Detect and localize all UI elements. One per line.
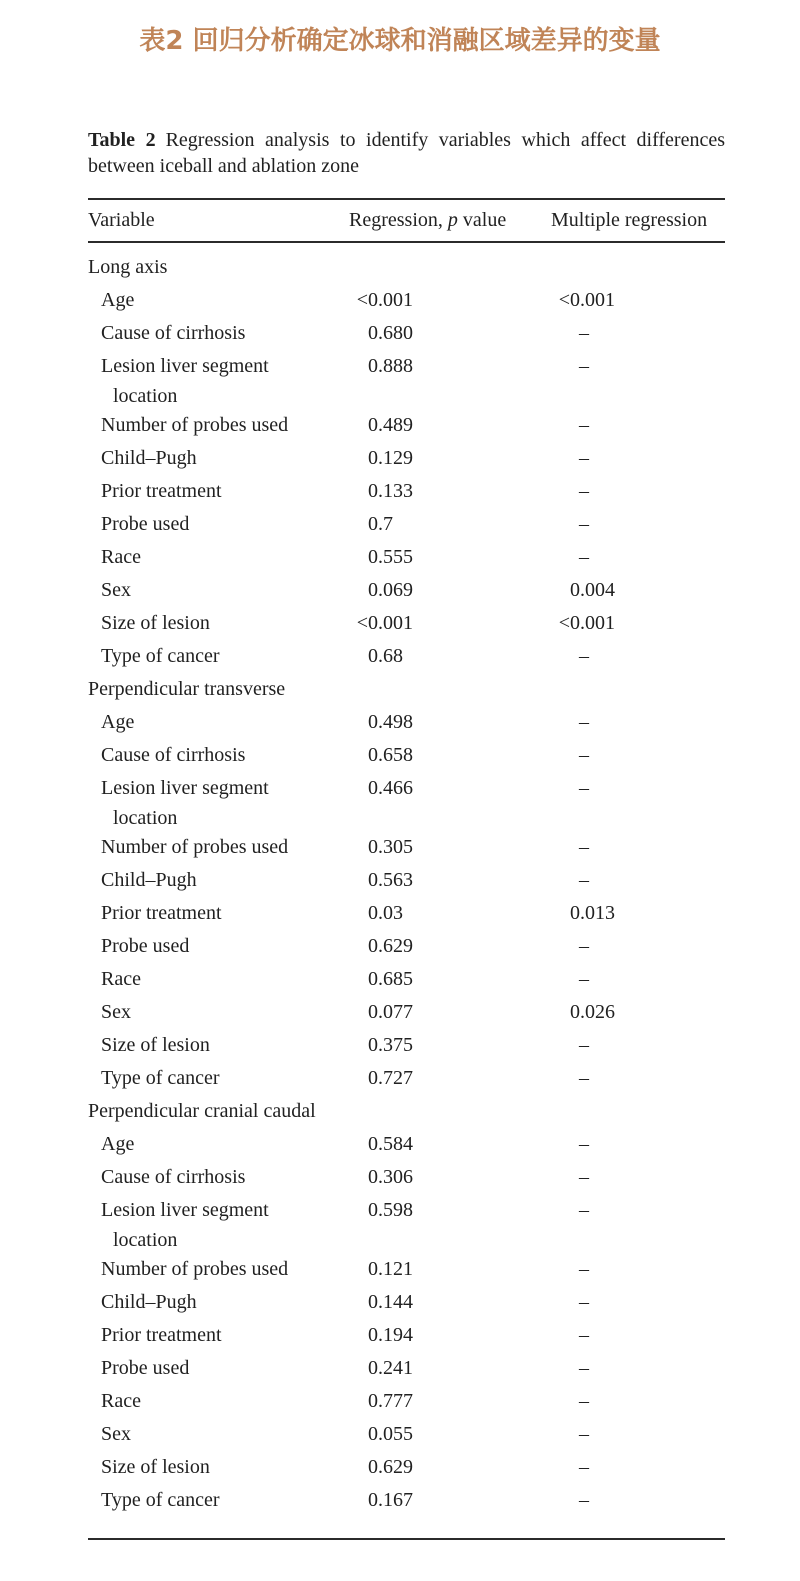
table-row <box>88 706 725 739</box>
variable-label: Sex <box>101 1001 131 1023</box>
multiple-regression-cell <box>551 831 725 864</box>
less-than-sign: < <box>558 289 570 311</box>
multiple-regression-cell <box>551 963 725 996</box>
value-text: 0.888 <box>368 355 413 377</box>
regression-pvalue-cell <box>349 1484 551 1517</box>
regression-pvalue-cell <box>349 1451 551 1484</box>
multiple-regression-cell <box>551 1319 725 1352</box>
regression-pvalue-cell <box>349 706 551 739</box>
variable-cell <box>88 1128 349 1161</box>
value-text: – <box>579 1034 589 1056</box>
variable-cell <box>88 574 349 607</box>
value-text: – <box>579 869 589 891</box>
variable-label: Race <box>101 546 141 568</box>
table-row <box>88 1128 725 1161</box>
variable-cell <box>88 541 349 574</box>
regression-pvalue-cell <box>349 963 551 996</box>
variable-label: Lesion liver segment <box>101 1199 269 1221</box>
multiple-regression-cell <box>551 772 725 831</box>
regression-pvalue-cell <box>349 350 551 409</box>
regression-pvalue-cell <box>349 508 551 541</box>
table-row <box>88 1418 725 1451</box>
variable-cell <box>88 607 349 640</box>
regression-pvalue-cell <box>349 317 551 350</box>
value-text: 0.375 <box>368 1034 413 1056</box>
less-than-sign: < <box>558 612 570 634</box>
variable-label-wrap: location <box>113 807 178 829</box>
value-text: – <box>579 480 589 502</box>
variable-cell <box>88 1352 349 1385</box>
variable-cell <box>88 772 349 831</box>
value-text: 0.680 <box>368 322 413 344</box>
section-header-row <box>88 673 725 706</box>
regression-pvalue-cell <box>349 607 551 640</box>
multiple-regression-cell <box>551 1286 725 1319</box>
value-text: – <box>579 935 589 957</box>
variable-cell <box>88 897 349 930</box>
variable-cell <box>88 963 349 996</box>
regression-pvalue-cell <box>349 541 551 574</box>
value-text: 0.685 <box>368 968 413 990</box>
variable-cell <box>88 284 349 317</box>
regression-pvalue-cell <box>349 1418 551 1451</box>
table-row <box>88 831 725 864</box>
table-row <box>88 1062 725 1095</box>
variable-label: Child–Pugh <box>101 869 197 891</box>
table-row <box>88 640 725 673</box>
table-body <box>88 243 725 1538</box>
value-text: – <box>579 1133 589 1155</box>
page-title: 表2 回归分析确定冰球和消融区域差异的变量 <box>139 26 661 56</box>
value-text: 0.658 <box>368 744 413 766</box>
value-text: 0.03 <box>368 902 403 924</box>
variable-label: Size of lesion <box>101 1034 210 1056</box>
variable-label: Number of probes used <box>101 414 289 436</box>
value-text: 0.563 <box>368 869 413 891</box>
variable-cell <box>88 409 349 442</box>
value-text: 0.069 <box>368 579 413 601</box>
multiple-regression-cell <box>551 1062 725 1095</box>
table-row <box>88 864 725 897</box>
value-text: < 0.001 <box>368 607 413 640</box>
regression-header-p-italic: p <box>447 208 458 231</box>
table-row <box>88 1029 725 1062</box>
value-text: – <box>579 1291 589 1313</box>
table-row <box>88 1161 725 1194</box>
value-text: – <box>579 1489 589 1511</box>
table-row <box>88 1484 725 1517</box>
multiple-regression-cell <box>551 541 725 574</box>
variable-label: Lesion liver segment <box>101 777 269 799</box>
multiple-regression-cell <box>551 1385 725 1418</box>
table-row <box>88 442 725 475</box>
regression-pvalue-cell <box>349 897 551 930</box>
multiple-regression-cell <box>551 574 725 607</box>
value-text: 0.004 <box>570 579 615 601</box>
variable-cell <box>88 317 349 350</box>
multiple-regression-cell <box>551 350 725 409</box>
multiple-regression-cell <box>551 1418 725 1451</box>
value-text: – <box>579 711 589 733</box>
regression-pvalue-cell <box>349 1253 551 1286</box>
multiple-regression-cell <box>551 1484 725 1517</box>
variable-cell <box>88 1385 349 1418</box>
variable-label: Prior treatment <box>101 902 222 924</box>
value-text: 0.7 <box>368 513 393 535</box>
table-row <box>88 1286 725 1319</box>
value-text: 0.241 <box>368 1357 413 1379</box>
variable-cell <box>88 1194 349 1253</box>
column-header-variable: Variable <box>88 208 155 231</box>
regression-pvalue-cell <box>349 1128 551 1161</box>
multiple-regression-cell <box>551 284 725 317</box>
variable-label: Size of lesion <box>101 612 210 634</box>
variable-label: Race <box>101 968 141 990</box>
value-text: 0.129 <box>368 447 413 469</box>
variable-cell <box>88 739 349 772</box>
variable-label: Prior treatment <box>101 1324 222 1346</box>
value-text: – <box>579 744 589 766</box>
table-caption <box>88 127 725 179</box>
table-row <box>88 996 725 1029</box>
regression-pvalue-cell <box>349 475 551 508</box>
value-text: 0.194 <box>368 1324 413 1346</box>
variable-label-wrap: location <box>113 385 178 407</box>
value-text: – <box>579 1199 589 1221</box>
multiple-regression-cell <box>551 739 725 772</box>
table-row <box>88 409 725 442</box>
value-text: – <box>579 447 589 469</box>
regression-pvalue-cell <box>349 1062 551 1095</box>
multiple-regression-cell <box>551 864 725 897</box>
regression-pvalue-cell <box>349 1286 551 1319</box>
value-text: < 0.001 <box>368 284 413 317</box>
section-name: Long axis <box>88 256 168 278</box>
value-text: – <box>579 1423 589 1445</box>
value-text: 0.144 <box>368 1291 413 1313</box>
regression-pvalue-cell <box>349 640 551 673</box>
value-text: – <box>579 1258 589 1280</box>
variable-label: Age <box>101 1133 135 1155</box>
table-row <box>88 284 725 317</box>
regression-header-value-text: value <box>457 208 507 231</box>
regression-header-text: Regression, <box>349 208 448 231</box>
regression-pvalue-cell <box>349 409 551 442</box>
table-row <box>88 1194 725 1253</box>
multiple-regression-cell <box>551 897 725 930</box>
value-text: 0.584 <box>368 1133 413 1155</box>
multiple-regression-cell <box>551 640 725 673</box>
variable-cell <box>88 831 349 864</box>
column-header-regression-pvalue <box>349 209 551 232</box>
less-than-sign: < <box>356 289 368 311</box>
table-row <box>88 541 725 574</box>
multiple-regression-cell <box>551 1029 725 1062</box>
value-text: 0.727 <box>368 1067 413 1089</box>
caption-text: Regression analysis to identify variables which affect differences between iceball and ablation zone <box>88 129 725 177</box>
variable-cell <box>88 640 349 673</box>
regression-pvalue-cell <box>349 739 551 772</box>
variable-label: Cause of cirrhosis <box>101 1166 246 1188</box>
value-text: 0.167 <box>368 1489 413 1511</box>
regression-pvalue-cell <box>349 1194 551 1253</box>
table-row <box>88 317 725 350</box>
multiple-regression-cell <box>551 409 725 442</box>
variable-cell <box>88 1286 349 1319</box>
variable-cell <box>88 706 349 739</box>
variable-cell <box>88 350 349 409</box>
value-text: 0.466 <box>368 777 413 799</box>
value-text: < 0.001 <box>570 284 615 317</box>
variable-cell <box>88 864 349 897</box>
multiple-regression-cell <box>551 508 725 541</box>
variable-label: Child–Pugh <box>101 447 197 469</box>
caption-label: Table 2 <box>88 129 156 151</box>
value-text: < 0.001 <box>570 607 615 640</box>
variable-cell <box>88 930 349 963</box>
table-row <box>88 739 725 772</box>
variable-label: Sex <box>101 579 131 601</box>
variable-label: Cause of cirrhosis <box>101 744 246 766</box>
table-row <box>88 1319 725 1352</box>
value-text: – <box>579 355 589 377</box>
column-header-multiple-regression: Multiple regression <box>551 208 708 231</box>
value-text: – <box>579 1324 589 1346</box>
multiple-regression-cell <box>551 1161 725 1194</box>
value-text: – <box>579 414 589 436</box>
regression-pvalue-cell <box>349 831 551 864</box>
value-text: – <box>579 322 589 344</box>
variable-cell <box>88 1418 349 1451</box>
table-row <box>88 963 725 996</box>
variable-cell <box>88 1484 349 1517</box>
multiple-regression-cell <box>551 706 725 739</box>
value-text: 0.026 <box>570 1001 615 1023</box>
value-text: 0.077 <box>368 1001 413 1023</box>
variable-label: Type of cancer <box>101 1067 220 1089</box>
value-text: 0.305 <box>368 836 413 858</box>
table-row <box>88 930 725 963</box>
variable-cell <box>88 508 349 541</box>
regression-pvalue-cell <box>349 930 551 963</box>
variable-cell <box>88 1253 349 1286</box>
variable-label: Race <box>101 1390 141 1412</box>
value-text: 0.055 <box>368 1423 413 1445</box>
table-header-row <box>88 200 725 241</box>
section-header-row <box>88 1095 725 1128</box>
table-row <box>88 1253 725 1286</box>
regression-pvalue-cell <box>349 1319 551 1352</box>
regression-pvalue-cell <box>349 1352 551 1385</box>
variable-label: Number of probes used <box>101 1258 289 1280</box>
regression-pvalue-cell <box>349 442 551 475</box>
regression-pvalue-cell <box>349 864 551 897</box>
variable-cell <box>88 1062 349 1095</box>
variable-label: Lesion liver segment <box>101 355 269 377</box>
variable-label: Size of lesion <box>101 1456 210 1478</box>
value-text: 0.777 <box>368 1390 413 1412</box>
variable-cell <box>88 1161 349 1194</box>
table-row <box>88 897 725 930</box>
value-text: – <box>579 513 589 535</box>
value-text: 0.133 <box>368 480 413 502</box>
value-text: 0.489 <box>368 414 413 436</box>
table-row <box>88 1352 725 1385</box>
table-row <box>88 574 725 607</box>
value-text: 0.629 <box>368 935 413 957</box>
value-text: – <box>579 968 589 990</box>
value-text: 0.555 <box>368 546 413 568</box>
variable-cell <box>88 1029 349 1062</box>
regression-pvalue-cell <box>349 1029 551 1062</box>
regression-pvalue-cell <box>349 996 551 1029</box>
variable-label: Type of cancer <box>101 645 220 667</box>
less-than-sign: < <box>356 612 368 634</box>
value-text: 0.306 <box>368 1166 413 1188</box>
regression-pvalue-cell <box>349 1161 551 1194</box>
variable-label: Cause of cirrhosis <box>101 322 246 344</box>
variable-label: Probe used <box>101 1357 190 1379</box>
table-row <box>88 1451 725 1484</box>
table2-figure <box>88 127 725 1540</box>
variable-label: Type of cancer <box>101 1489 220 1511</box>
variable-label: Child–Pugh <box>101 1291 197 1313</box>
table-bottom-rule <box>88 1538 725 1540</box>
variable-cell <box>88 996 349 1029</box>
variable-label: Probe used <box>101 513 190 535</box>
value-text: – <box>579 777 589 799</box>
table-row <box>88 1385 725 1418</box>
table-row <box>88 508 725 541</box>
variable-label: Probe used <box>101 935 190 957</box>
multiple-regression-cell <box>551 442 725 475</box>
multiple-regression-cell <box>551 1253 725 1286</box>
variable-cell <box>88 1319 349 1352</box>
table-row <box>88 607 725 640</box>
value-text: – <box>579 1456 589 1478</box>
multiple-regression-cell <box>551 996 725 1029</box>
value-text: – <box>579 645 589 667</box>
multiple-regression-cell <box>551 607 725 640</box>
multiple-regression-cell <box>551 1194 725 1253</box>
regression-pvalue-cell <box>349 284 551 317</box>
value-text: – <box>579 1166 589 1188</box>
regression-pvalue-cell <box>349 574 551 607</box>
variable-cell <box>88 442 349 475</box>
variable-label: Age <box>101 289 135 311</box>
value-text: – <box>579 836 589 858</box>
variable-cell <box>88 475 349 508</box>
section-name: Perpendicular transverse <box>88 678 286 700</box>
variable-label: Age <box>101 711 135 733</box>
value-text: 0.629 <box>368 1456 413 1478</box>
multiple-regression-cell <box>551 930 725 963</box>
table-row <box>88 772 725 831</box>
value-text: 0.013 <box>570 902 615 924</box>
table-row <box>88 475 725 508</box>
variable-label: Number of probes used <box>101 836 289 858</box>
multiple-regression-cell <box>551 317 725 350</box>
value-text: – <box>579 1390 589 1412</box>
value-text: 0.498 <box>368 711 413 733</box>
value-text: 0.598 <box>368 1199 413 1221</box>
variable-label: Prior treatment <box>101 480 222 502</box>
value-text: – <box>579 1067 589 1089</box>
variable-cell <box>88 1451 349 1484</box>
multiple-regression-cell <box>551 475 725 508</box>
variable-label-wrap: location <box>113 1229 178 1251</box>
section-header-row <box>88 251 725 284</box>
multiple-regression-cell <box>551 1451 725 1484</box>
multiple-regression-cell <box>551 1352 725 1385</box>
section-name: Perpendicular cranial caudal <box>88 1100 316 1122</box>
regression-pvalue-cell <box>349 1385 551 1418</box>
regression-pvalue-cell <box>349 772 551 831</box>
variable-label: Sex <box>101 1423 131 1445</box>
value-text: – <box>579 546 589 568</box>
value-text: – <box>579 1357 589 1379</box>
table-row <box>88 350 725 409</box>
value-text: 0.68 <box>368 645 403 667</box>
multiple-regression-cell <box>551 1128 725 1161</box>
value-text: 0.121 <box>368 1258 413 1280</box>
